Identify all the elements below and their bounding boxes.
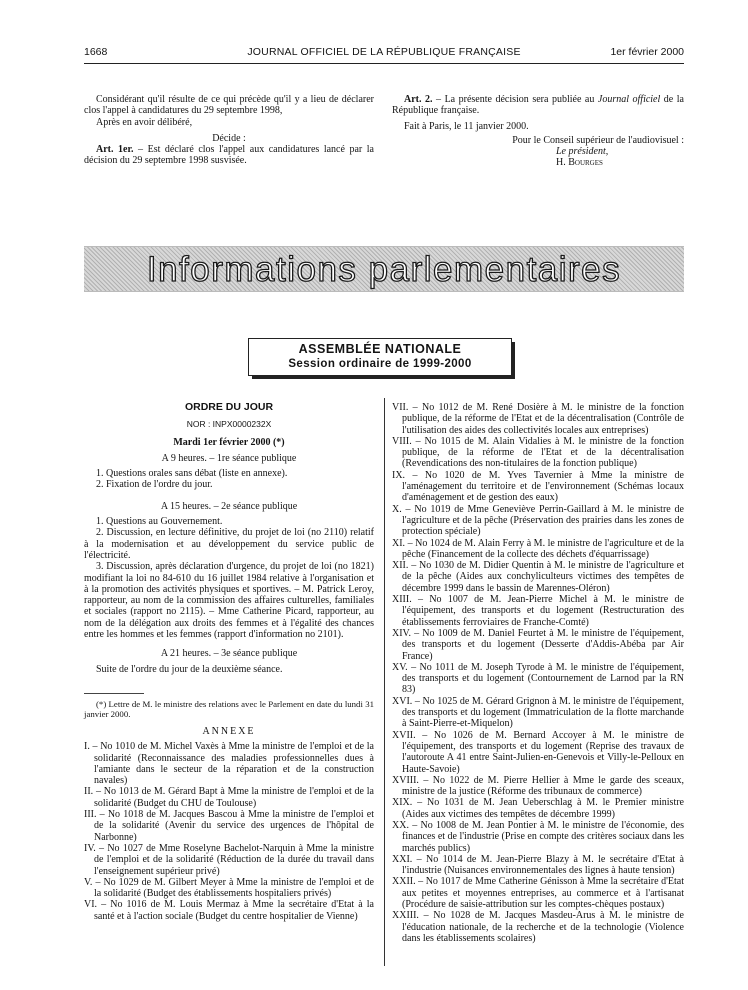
header-date: 1er février 2000 [610,46,684,58]
question-item: XXII. – No 1017 de Mme Catherine Génisson à Mme la secrétaire d'Etat aux petites et moyennes entreprises, au commerce et à l'artisanat (Procédure de saisie-attribution sur les comptes-chèques postaux) [392,876,684,911]
question-item: XII. – No 1030 de M. Didier Quentin à M. le ministre de l'agriculture et de la pêche (Aides aux conchyliculteurs victimes des tempêtes de décembre 1999 dans le bassin de Marennes-Oléron) [392,560,684,594]
running-header [84,42,684,60]
session-name: Session ordinaire de 1999-2000 [288,358,472,370]
article-2-text-b: de la République française. [392,94,684,117]
annexe-items [84,741,374,922]
question-item: I. – No 1010 de M. Michel Vaxès à Mme la ministre de l'emploi et de la solidarité (Reconnaissance des maladies professionnelles dues à l'amiante dans le secteur de la réparation et de la construction navales) [84,741,374,787]
question-item: V. – No 1029 de M. Gilbert Meyer à Mme la ministre de l'emploi et de la solidarité (Budget des établissements hospitaliers privés) [84,876,374,900]
list-item: 3. Discussion, après déclaration d'urgence, du projet de loi (no 1821) modifiant la loi no 84-610 du 16 juillet 1984 relative à l'organisation et à la promotion des activités physiques et sportives. – M. Patrick Leroy, rapporteur, au nom de la commission des affaires culturelles, familiales et sociales (rapport no 2115). – Mme Catherine Picard, rapporteur, au nom de la délégation aux droits des femmes et à l'égalité des chances entre les hommes et les femmes (rapport d'information no 2101). [84,561,374,641]
question-item: XIII. – No 1007 de M. Jean-Pierre Michel à M. le ministre de l'équipement, des transports et du logement (Restructuration des établissements ferroviaires de Franche-Comté) [392,594,684,628]
deliberation-paragraph: Après en avoir délibéré, [96,116,193,128]
list-item: 2. Discussion, en lecture définitive, du projet de loi (no 2110) relatif à la modernisation et au développement du service public de l'électricité. [84,527,374,561]
question-item: VIII. – No 1015 de M. Alain Vidalies à M. le ministre de la fonction publique, de la réforme de l'Etat et de la décentralisation (Revendications des non-titulaires de la fonction publique) [392,435,684,470]
journal-title: JOURNAL OFFICIEL DE LA RÉPUBLIQUE FRANÇAISE [247,46,521,58]
president-title [392,146,684,157]
question-item: XXI. – No 1014 de M. Jean-Pierre Blazy à M. le secrétaire d'Etat à l'industrie (Nuisances environnementales des lignes à haute tension) [392,853,684,877]
section-banner [84,246,684,292]
question-item: VI. – No 1016 de M. Louis Mermaz à Mme la secrétaire d'Etat à la santé et à l'action sociale (Budget du centre hospitalier de Vienne) [84,899,374,922]
president-italic: Le président, [556,146,609,158]
annexe-title: ANNEXE [202,725,256,737]
question-item: XIX. – No 1031 de M. Jean Ueberschlag à M. le Premier ministre (Aides aux victimes des tempêtes de décembre 1999) [392,797,684,820]
question-item: VII. – No 1012 de M. René Dosière à M. le ministre de la fonction publique, de la réforme de l'Etat et de la décentralisation (Contrôle de l'utilisation des aides des collectivités locales aux entreprises) [392,402,684,436]
decide-line: Décide : [212,132,246,144]
article-2-label: Art. 2. [404,94,433,105]
column-divider [384,398,385,966]
footnote: (*) Lettre de M. le ministre des relations avec le Parlement en date du lundi 31 janvier 2000. [84,698,374,719]
question-item: XX. – No 1008 de M. Jean Pontier à M. le ministre de l'économie, des finances et de l'industrie (Prise en compte des critères sociaux dans les marchés publics) [392,819,684,854]
question-item: XVII. – No 1026 de M. Bernard Accoyer à M. le ministre de l'équipement, des transports et du logement (Reprise des travaux de l'autoroute A 41 entre Saint-Julien-en-Genevois et Villy-le-Pelloux en Haute-Savoie) [392,729,684,775]
list-item: 2. Fixation de l'ordre du jour. [96,479,213,491]
page-number: 1668 [84,46,108,58]
article-1 [84,144,374,167]
decision-conclusion [392,94,684,169]
footnote-rule [84,693,144,694]
question-item: IV. – No 1027 de Mme Roselyne Bachelot-Narquin à Mme la ministre de l'emploi et de la solidarité (Réduction de la durée du travail dans l'enseignement supérieur privé) [84,842,374,877]
question-item: XI. – No 1024 de M. Alain Ferry à M. le ministre de l'agriculture et de la pêche (Financement de la collecte des déchets d'équarrissage) [392,537,684,560]
article-1-text: – Est déclaré clos l'appel aux candidatures lancé par la décision du 29 septembre 1998 susvisée. [84,144,374,167]
list-item: 1. Questions au Gouvernement. [96,516,223,528]
question-item: III. – No 1018 de M. Jacques Bascou à Mme la ministre de l'emploi et de la solidarité (Avenir du service des urgences de l'hôpital de Narbonne) [84,809,374,843]
decision-continuation [84,94,374,167]
question-item: XXIII. – No 1028 de M. Jacques Masdeu-Arus à M. le ministre de l'éducation nationale, de la recherche et de la technologie (Violence dans les établissements scolaires) [392,910,684,944]
session-3-title: A 21 heures. – 3e séance publique [160,648,298,660]
ordre-du-jour-heading: ORDRE DU JOUR [184,401,274,413]
assembly-box [248,338,512,376]
question-item: X. – No 1019 de Mme Geneviève Perrin-Gaillard à M. le ministre de l'agriculture et de la pêche (Préservation des prairies dans les zones de protection spéciale) [392,503,684,538]
header-rule [84,63,684,64]
right-column [392,402,684,944]
question-item: XIV. – No 1009 de M. Daniel Feurtet à M. le ministre de l'équipement, des transports et du logement (Desserte d'Addis-Abéba par Air France) [392,627,684,662]
question-item: XV. – No 1011 de M. Joseph Tyrode à M. le ministre de l'équipement, des transports et du logement (Contournement de Larnod par la RN 83) [392,661,684,696]
article-2-journal: Journal officiel [597,94,661,105]
question-item: XVI. – No 1025 de M. Gérard Grignon à M. le ministre de l'équipement, des transports et du logement (Immatriculation de la flotte marchande à Saint-Pierre-et-Miquelon) [392,695,684,730]
fait-a-paris: Fait à Paris, le 11 janvier 2000. [404,120,529,132]
sitting-date: Mardi 1er février 2000 (*) [173,436,285,448]
session-2-items [84,516,374,640]
article-2-text-a: – La présente décision sera publiée au [432,94,598,105]
question-item: XVIII. – No 1022 de M. Pierre Hellier à Mme le garde des sceaux, ministre de la justice (Réforme des tribunaux de commerce) [392,774,684,798]
session-3-text: Suite de l'ordre du jour de la deuxième séance. [96,663,283,675]
session-2-title: A 15 heures. – 2e séance publique [160,500,298,512]
signature: H. Bourges [556,157,603,169]
article-1-label: Art. 1er. [96,144,134,156]
nor-reference: NOR : INPX0000232X [186,419,272,430]
question-item: IX. – No 1020 de M. Yves Tavernier à Mme la ministre de l'aménagement du territoire et de l'environnement (Schémas locaux d'aménagement et de gestion des eaux) [392,469,684,504]
article-2 [392,94,684,117]
considerant-paragraph: Considérant qu'il résulte de ce qui précède qu'il y a lieu de déclarer clos l'appel à candidatures du 29 septembre 1998, [84,94,374,117]
pour-le-conseil: Pour le Conseil supérieur de l'audiovisuel : [512,134,684,146]
assembly-name: ASSEMBLÉE NATIONALE [298,342,462,356]
left-column [84,402,374,922]
session-1-items [84,468,374,491]
banner-title: Informations parlementaires [146,250,622,289]
list-item: 1. Questions orales sans débat (liste en annexe). [96,468,288,480]
session-1-title: A 9 heures. – 1re séance publique [161,452,297,464]
question-item: II. – No 1013 de M. Gérard Bapt à Mme la ministre de l'emploi et de la solidarité (Budget du CHU de Toulouse) [84,786,374,809]
